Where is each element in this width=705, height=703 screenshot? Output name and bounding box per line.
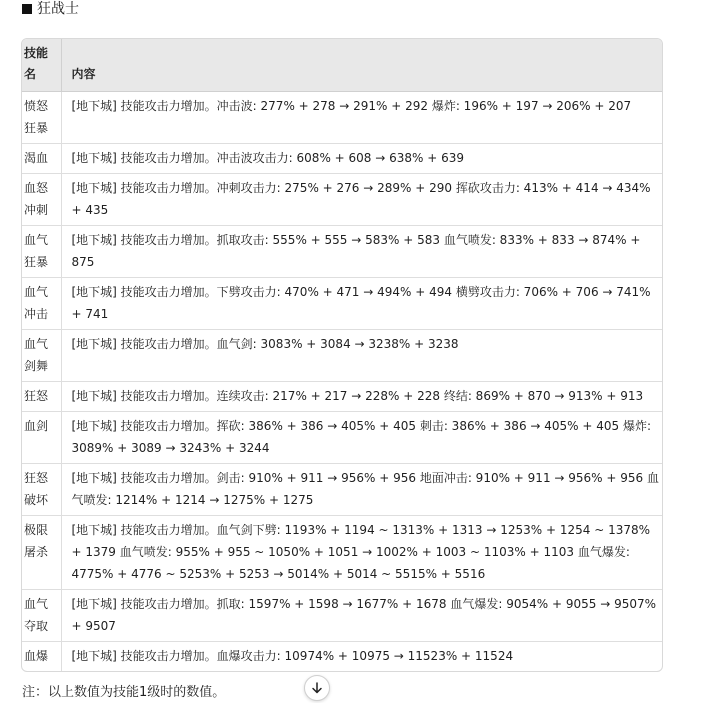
skill-name-cell: 血气狂暴 bbox=[22, 226, 61, 278]
skill-name-cell: 渴血 bbox=[22, 144, 61, 174]
section-title: 狂战士 bbox=[37, 1, 79, 17]
skill-desc-cell: [地下城] 技能攻击力增加。下劈攻击力: 470% + 471 → 494% + 494 横劈攻击力: 706% + 706 → 741% + 741 bbox=[61, 278, 662, 330]
header-skill-name: 技能名 bbox=[22, 39, 61, 92]
skill-name-cell: 血怒冲刺 bbox=[22, 174, 61, 226]
table-row bbox=[22, 278, 662, 330]
footnote: 注：以上数值为技能1级时的数值。 bbox=[22, 685, 226, 700]
table-row bbox=[22, 412, 662, 464]
skill-name-cell: 血剑 bbox=[22, 412, 61, 464]
table-row bbox=[22, 464, 662, 516]
table-header-row bbox=[22, 39, 662, 92]
section-heading bbox=[22, 0, 79, 18]
skill-desc-cell: [地下城] 技能攻击力增加。血爆攻击力: 10974% + 10975 → 11523% + 11524 bbox=[61, 642, 662, 672]
skill-desc-cell: [地下城] 技能攻击力增加。冲击波攻击力: 608% + 608 → 638% + 639 bbox=[61, 144, 662, 174]
skill-name-cell: 血气剑舞 bbox=[22, 330, 61, 382]
skill-desc-cell: [地下城] 技能攻击力增加。剑击: 910% + 911 → 956% + 956 地面冲击: 910% + 911 → 956% + 956 血气喷发: 1214% + 1214 → 1275% + 1275 bbox=[61, 464, 662, 516]
table-row bbox=[22, 382, 662, 412]
skill-desc-cell: [地下城] 技能攻击力增加。挥砍: 386% + 386 → 405% + 405 刺击: 386% + 386 → 405% + 405 爆炸: 3089% + 3089 → 3243% + 3244 bbox=[61, 412, 662, 464]
skill-name-cell: 血爆 bbox=[22, 642, 61, 672]
table-row bbox=[22, 516, 662, 590]
skill-desc-cell: [地下城] 技能攻击力增加。血气剑下劈: 1193% + 1194 ~ 1313% + 1313 → 1253% + 1254 ~ 1378% + 1379 血气喷发: 955% + 955 ~ 1050% + 1051 → 1002% + 1003 ~ 1103% + 1103 血气爆发: 4775% + 4776 ~ 5253% + 5253 → 5014% + 5014 ~ 5515% + 5516 bbox=[61, 516, 662, 590]
skill-desc-cell: [地下城] 技能攻击力增加。连续攻击: 217% + 217 → 228% + 228 终结: 869% + 870 → 913% + 913 bbox=[61, 382, 662, 412]
header-content: 内容 bbox=[61, 39, 662, 92]
skill-desc-cell: [地下城] 技能攻击力增加。抓取: 1597% + 1598 → 1677% + 1678 血气爆发: 9054% + 9055 → 9507% + 9507 bbox=[61, 590, 662, 642]
skill-name-cell: 愤怒狂暴 bbox=[24, 99, 49, 135]
skill-name-cell: 血气冲击 bbox=[22, 278, 61, 330]
skill-desc-cell: [地下城] 技能攻击力增加。抓取攻击: 555% + 555 → 583% + 583 血气喷发: 833% + 833 → 874% + 875 bbox=[61, 226, 662, 278]
square-bullet-icon bbox=[22, 4, 32, 14]
skill-name-cell: 血气夺取 bbox=[22, 590, 61, 642]
table-row bbox=[22, 590, 662, 642]
skill-desc-cell: [地下城] 技能攻击力增加。冲击波: 277% + 278 → 291% + 292 爆炸: 196% + 197 → 206% + 207 bbox=[61, 92, 662, 144]
table-row bbox=[22, 144, 662, 174]
skill-name-cell: 狂怒破坏 bbox=[22, 464, 61, 516]
skills-table bbox=[21, 38, 663, 672]
skill-desc-cell: [地下城] 技能攻击力增加。冲刺攻击力: 275% + 276 → 289% + 290 挥砍攻击力: 413% + 414 → 434% + 435 bbox=[61, 174, 662, 226]
arrow-down-icon bbox=[311, 682, 323, 694]
table-row bbox=[22, 92, 662, 144]
table-row bbox=[22, 330, 662, 382]
skill-name-cell: 狂怒 bbox=[22, 382, 61, 412]
scroll-to-bottom-button[interactable] bbox=[304, 675, 330, 701]
table-row bbox=[22, 174, 662, 226]
skill-name-cell: 极限屠杀 bbox=[22, 516, 61, 590]
table-row bbox=[22, 226, 662, 278]
table-row bbox=[22, 642, 662, 672]
skill-desc-cell: [地下城] 技能攻击力增加。血气剑: 3083% + 3084 → 3238% + 3238 bbox=[61, 330, 662, 382]
